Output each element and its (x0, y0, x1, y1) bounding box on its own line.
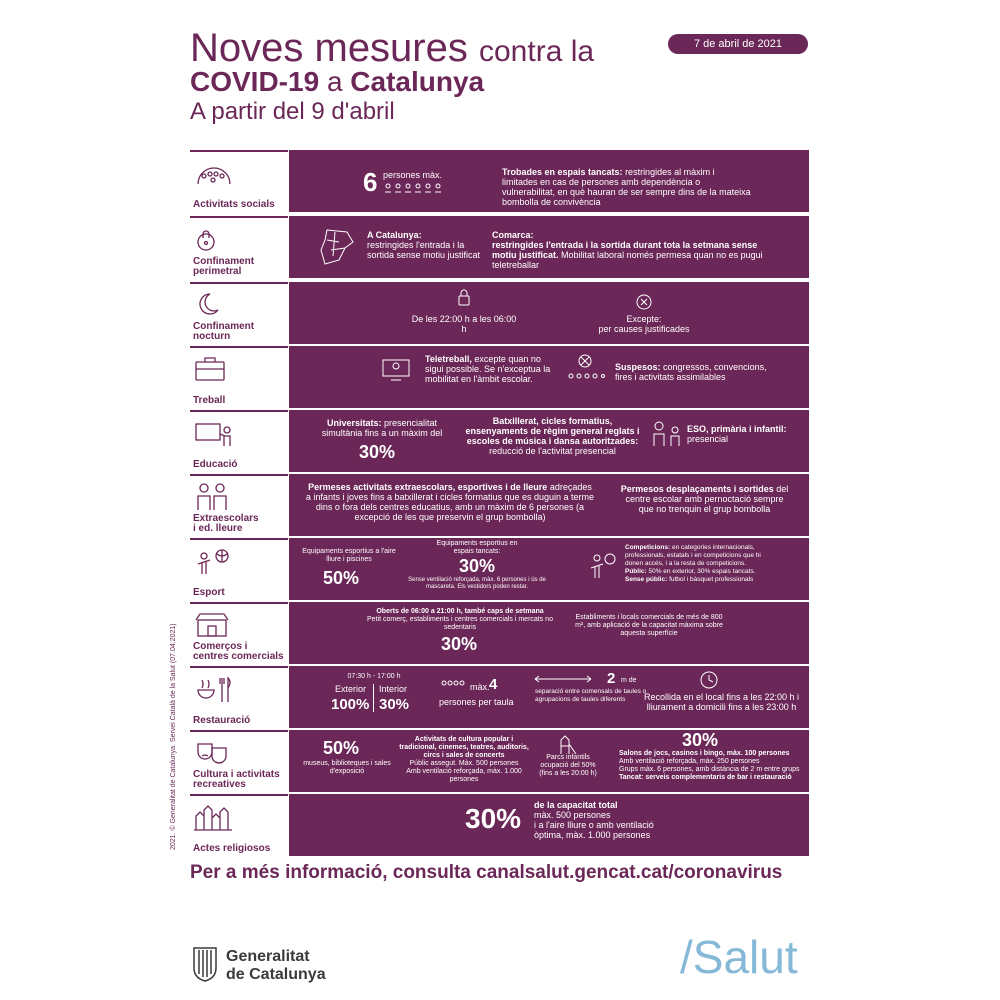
row-label: Esport (193, 587, 225, 598)
extra-right-bold: Permesos desplaçaments i sortides (620, 484, 774, 494)
rest-dist-text: separació entre comensals de taules o agrupacions de taules diferents (535, 688, 647, 703)
nopub-text: futbol i bàsquet professionals (669, 576, 754, 583)
row-comercos (190, 602, 809, 664)
row-activitats-socials (190, 150, 809, 212)
nocturn-hours: De les 22:00 h a les 06:00 h (411, 314, 517, 334)
theatre-masks-icon (194, 738, 234, 768)
esport-in-pct: 30% (459, 556, 496, 576)
comp-text: en categories internacionals, professionals, estatals i en competicions que hi donen accés, i a la resta de competicions. (625, 544, 761, 567)
title-line-2 (190, 66, 484, 98)
cat-bold: A Catalunya: (367, 230, 422, 240)
rest-max-num: 4 (489, 676, 498, 693)
children-icon (194, 482, 234, 512)
title-part-a: Noves mesures (190, 26, 468, 70)
sport-ball-icon (194, 546, 234, 576)
four-people-icon (441, 680, 467, 690)
religious-buildings-icon (194, 802, 234, 832)
subtitle: A partir del 9 d'abril (190, 98, 395, 125)
row-label: Restauració (193, 715, 251, 726)
univ-bold: Universitats: (326, 418, 382, 428)
comp-bold: Competicions: (625, 544, 671, 551)
title-part-b: contra la (479, 35, 595, 68)
salut-logo: /Salut (680, 931, 798, 983)
catalonia-map-icon (317, 226, 357, 266)
rest-ext-pct: 100% (331, 696, 370, 713)
row-label-1: Comerços i (193, 641, 248, 652)
religiosos-pct: 30% (465, 803, 522, 834)
students-icon (651, 420, 685, 448)
generalitat-emblem-icon (192, 946, 218, 982)
row-esport (190, 538, 809, 600)
row-label: Educació (193, 459, 238, 470)
video-call-icon (381, 358, 411, 382)
row-restauracio (190, 666, 809, 728)
com-text: Mobilitat laboral només permesa quan no es pugui teletreballar (492, 250, 763, 270)
cultura-joc-text-1: Salons de jocs, casinos i bingo, màx. 100 persones (619, 750, 790, 757)
eso-text: presencial (687, 434, 729, 444)
cultura-mus-pct: 50% (323, 738, 360, 758)
tele-bold: Teletreball, (425, 354, 472, 364)
nopub-bold: Sense públic: (625, 576, 668, 583)
rest-int-pct: 30% (379, 696, 410, 713)
more-info-text: Per a més informació, consulta canalsalut.gencat.cat/coronavirus (190, 862, 783, 883)
cultura-pop-bold: Activitats de cultura popular i tradicional, cinemes, teatres, auditoris, circs i sales de concerts (399, 736, 529, 759)
rest-close-text: Recollida en el local fins a les 22:00 h i lliurament a domicili fins a les 23:00 h (643, 692, 800, 712)
univ-text: presencialitat simultània fins a un màxim del (321, 418, 443, 438)
extra-left-bold: Permeses activitats extraescolars, esportives i de lleure (308, 482, 548, 492)
rest-max-text: persones per taula (439, 697, 514, 707)
except-label: Excepte: (626, 314, 662, 324)
eso-bold: ESO, primària i infantil: (687, 424, 787, 434)
row-label-2: centres comercials (193, 651, 284, 662)
extra-right-text: del centre escolar amb pernoctació sempre que no trenquin el grup bombolla (625, 484, 789, 514)
extra-left-text: adreçades a infants i joves fins a batxillerat i cicles formatius que es duguin a terme dins o fora dels centres educatius, amb un màxim de 6 persones (a excepció de les que preservin el grup bombolla) (305, 482, 595, 522)
player-ball-icon (589, 550, 617, 580)
rest-int-label: Interior (379, 684, 408, 694)
generalitat-line-2: de Catalunya (226, 966, 326, 983)
cultura-joc-text-2: Amb ventilació reforçada, màx. 250 persones (619, 758, 760, 765)
cross-circle-icon (636, 294, 652, 310)
clock-icon (699, 670, 719, 690)
except-text: per causes justificades (598, 324, 690, 334)
shop-icon (194, 610, 234, 640)
distance-arrow-icon (533, 674, 593, 684)
univ-pct: 30% (359, 442, 396, 462)
cultura-pop-text-2: Amb ventilació reforçada, màx. 1.000 persones (406, 768, 522, 783)
rest-dist-unit: m de (621, 677, 637, 684)
susp-text: congressos, convencions, fires i activitats assimilables (615, 362, 767, 382)
com-bold-2: restringides l'entrada i la sortida durant tota la setmana sense motiu justificat. (492, 240, 758, 260)
cultura-pop-text-1: Públic assegut. Màx. 500 persones (409, 760, 519, 767)
cancelled-meeting-icon (565, 354, 605, 384)
date-badge: 7 de abril de 2021 (668, 34, 808, 54)
rest-divider (373, 684, 374, 712)
people-group-icon (194, 158, 234, 188)
row-cultura (190, 730, 809, 792)
row-label-1: Extraescolars (193, 513, 259, 524)
row-label-2: i ed. lleure (193, 523, 243, 534)
rest-dist-num: 2 (607, 670, 616, 687)
pub-bold: Públic: (625, 568, 647, 575)
cat-text: restringides l'entrada i la sortida sense motiu justificat (367, 240, 481, 260)
row-educacio (190, 410, 809, 472)
row-label: Activitats socials (193, 199, 275, 210)
religiosos-bold: de la capacitat total (534, 800, 618, 810)
cultura-mus-text: museus, biblioteques i sales d'exposició (303, 760, 391, 775)
social-max-number: 6 (363, 167, 378, 197)
padlock-icon (457, 288, 471, 306)
title-part-e: Catalunya (350, 66, 485, 97)
row-label-1: Confinament (193, 321, 255, 332)
generalitat-line-1: Generalitat (226, 948, 310, 965)
padlock-icon (194, 224, 234, 254)
social-max-label: persones màx. (383, 170, 443, 180)
comerc-left-pct: 30% (441, 634, 478, 654)
cultura-joc-pct: 30% (682, 730, 719, 750)
rest-hours: 07:30 h - 17:00 h (347, 673, 401, 680)
esport-out-text: Equipaments esportius a l'aire lliure i piscines (302, 548, 396, 563)
bat-bold: Batxillerat, cicles formatius, ensenyaments de règim general reglats i escoles de música i dansa autoritzades: (465, 416, 640, 446)
playground-slide-icon (557, 734, 577, 754)
esport-in-text: Sense ventilació reforçada, màx. 6 persones i ús de mascareta. Els vestidors poden restar. (408, 577, 546, 590)
religiosos-text-3: òptima, màx. 1.000 persones (534, 830, 651, 840)
comerc-left-text-2: Petit comerç, establiments i centres comercials i mercats no sedentaris (367, 616, 553, 631)
cultura-parcs-text: Parcs infantils ocupació del 50% (fins a les 20:00 h) (539, 754, 597, 777)
row-label: Actes religiosos (193, 843, 271, 854)
row-confinament-perimetral (190, 216, 809, 278)
row-label-2: recreatives (193, 779, 246, 790)
esport-in-title: Equipaments esportius en espais tancats: (436, 540, 518, 555)
bat-text: reducció de l'activitat presencial (489, 446, 616, 456)
side-credit: 2021. © Generalitat de Catalunya. Servei Català de la Salut (07.04.2021) (170, 623, 177, 850)
comerc-left-text-1: Oberts de 06:00 a 21:00 h, també caps de setmana (376, 608, 544, 615)
comerc-right-text: Establiments i locals comercials de més de 800 m², amb aplicació de la capacitat màxima sobre aquesta superfície (575, 614, 723, 637)
row-treball (190, 346, 809, 408)
pub-text: 50% en exterior, 30% espais tancats. (648, 568, 756, 575)
row-label-2: nocturn (193, 331, 231, 342)
rest-ext-label: Exterior (335, 684, 367, 694)
row-actes-religiosos (190, 794, 809, 856)
tele-text: excepte quan no sigui possible. Se n'exceptua la mobilitat en l'àmbit escolar. (425, 354, 551, 384)
people-row-icon (383, 183, 443, 193)
susp-bold: Suspesos: (615, 362, 661, 372)
com-bold: Comarca: (492, 230, 534, 240)
moon-icon (194, 290, 234, 320)
briefcase-icon (194, 354, 234, 384)
cultura-joc-text-3: Grups màx. 6 persones, amb distància de 2 m entre grups (619, 766, 800, 773)
rest-max-label: màx. (470, 682, 490, 692)
social-text-bold: Trobades en espais tancats: (502, 167, 623, 177)
cutlery-icon (194, 674, 234, 704)
row-label-1: Cultura i activitats (193, 769, 280, 780)
row-extraescolars (190, 474, 809, 536)
teacher-board-icon (194, 418, 234, 448)
esport-out-pct: 50% (323, 568, 360, 588)
social-text: restringides al màxim i limitades en cas de persones amb dependència o vulnerabilitat, en què hauran de ser sempre dins de la mateixa bombolla de convivència (502, 167, 751, 207)
cultura-joc-text-4: Tancat: serveis complementaris de bar i restauració (619, 774, 792, 781)
title-part-d: a (326, 66, 343, 97)
row-confinament-nocturn (190, 282, 809, 344)
religiosos-text-2: i a l'aire lliure o amb ventilació (534, 820, 654, 830)
religiosos-text-1: màx. 500 persones (534, 810, 611, 820)
row-label-2: perimetral (193, 266, 242, 277)
title-part-c: COVID-19 (190, 66, 320, 97)
row-label-1: Confinament (193, 256, 255, 267)
row-label: Treball (193, 395, 226, 406)
